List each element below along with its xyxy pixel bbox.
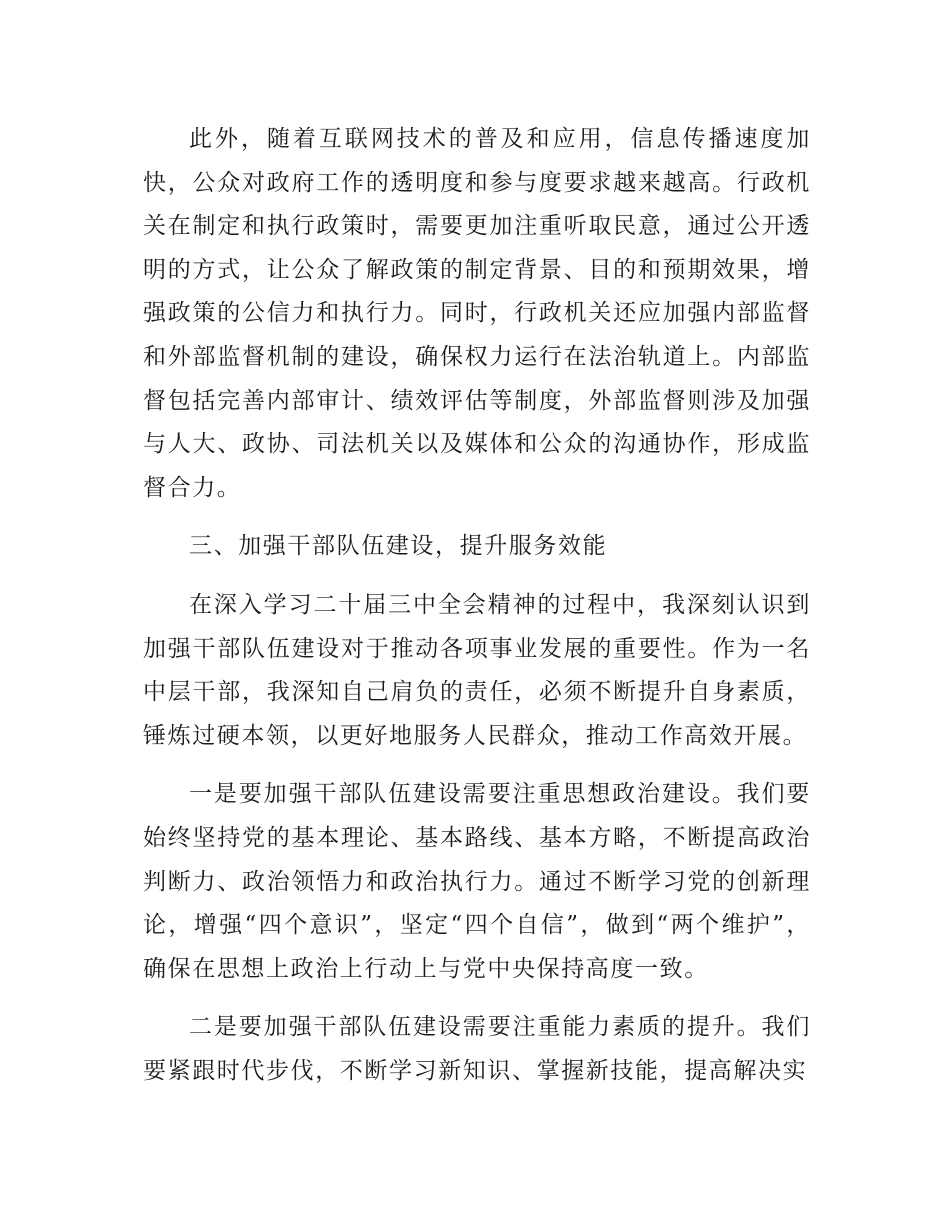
paragraph-cadre-team-intro: 在深入学习二十届三中全会精神的过程中，我深刻认识到加强干部队伍建设对于推动各项事业发展的重要性。作为一名中层干部，我深知自己肩负的责任，必须不断提升自身素质，锤炼过硬本领，以更好地服务人民群众，推动工作高效开展。 xyxy=(143,591,811,749)
paragraph-ability-improvement: 二是要加强干部队伍建设需要注重能力素质的提升。我们要紧跟时代步伐，不断学习新知识、掌握新技能，提高解决实 xyxy=(143,1014,811,1084)
section-heading-three: 三、加强干部队伍建设，提升服务效能 xyxy=(189,533,608,560)
paragraph-political-building: 一是要加强干部队伍建设需要注重思想政治建设。我们要始终坚持党的基本理论、基本路线、基本方略，不断提高政治判断力、政治领悟力和政治执行力。通过不断学习党的创新理论，增强“四个意识”，坚定“四个自信”，做到“两个维护”，确保在思想上政治上行动上与党中央保持高度一致。 xyxy=(143,781,811,982)
document-body xyxy=(143,118,811,1108)
paragraph-transparency-supervision: 此外，随着互联网技术的普及和应用，信息传播速度加快，公众对政府工作的透明度和参与度要求越来越高。行政机关在制定和执行政策时，需要更加注重听取民意，通过公开透明的方式，让公众了解政策的制定背景、目的和预期效果，增强政策的公信力和执行力。同时，行政机关还应加强内部监督和外部监督机制的建设，确保权力运行在法治轨道上。内部监督包括完善内部审计、绩效评估等制度，外部监督则涉及加强与人大、政协、司法机关以及媒体和公众的沟通协作，形成监督合力。 xyxy=(143,126,811,501)
